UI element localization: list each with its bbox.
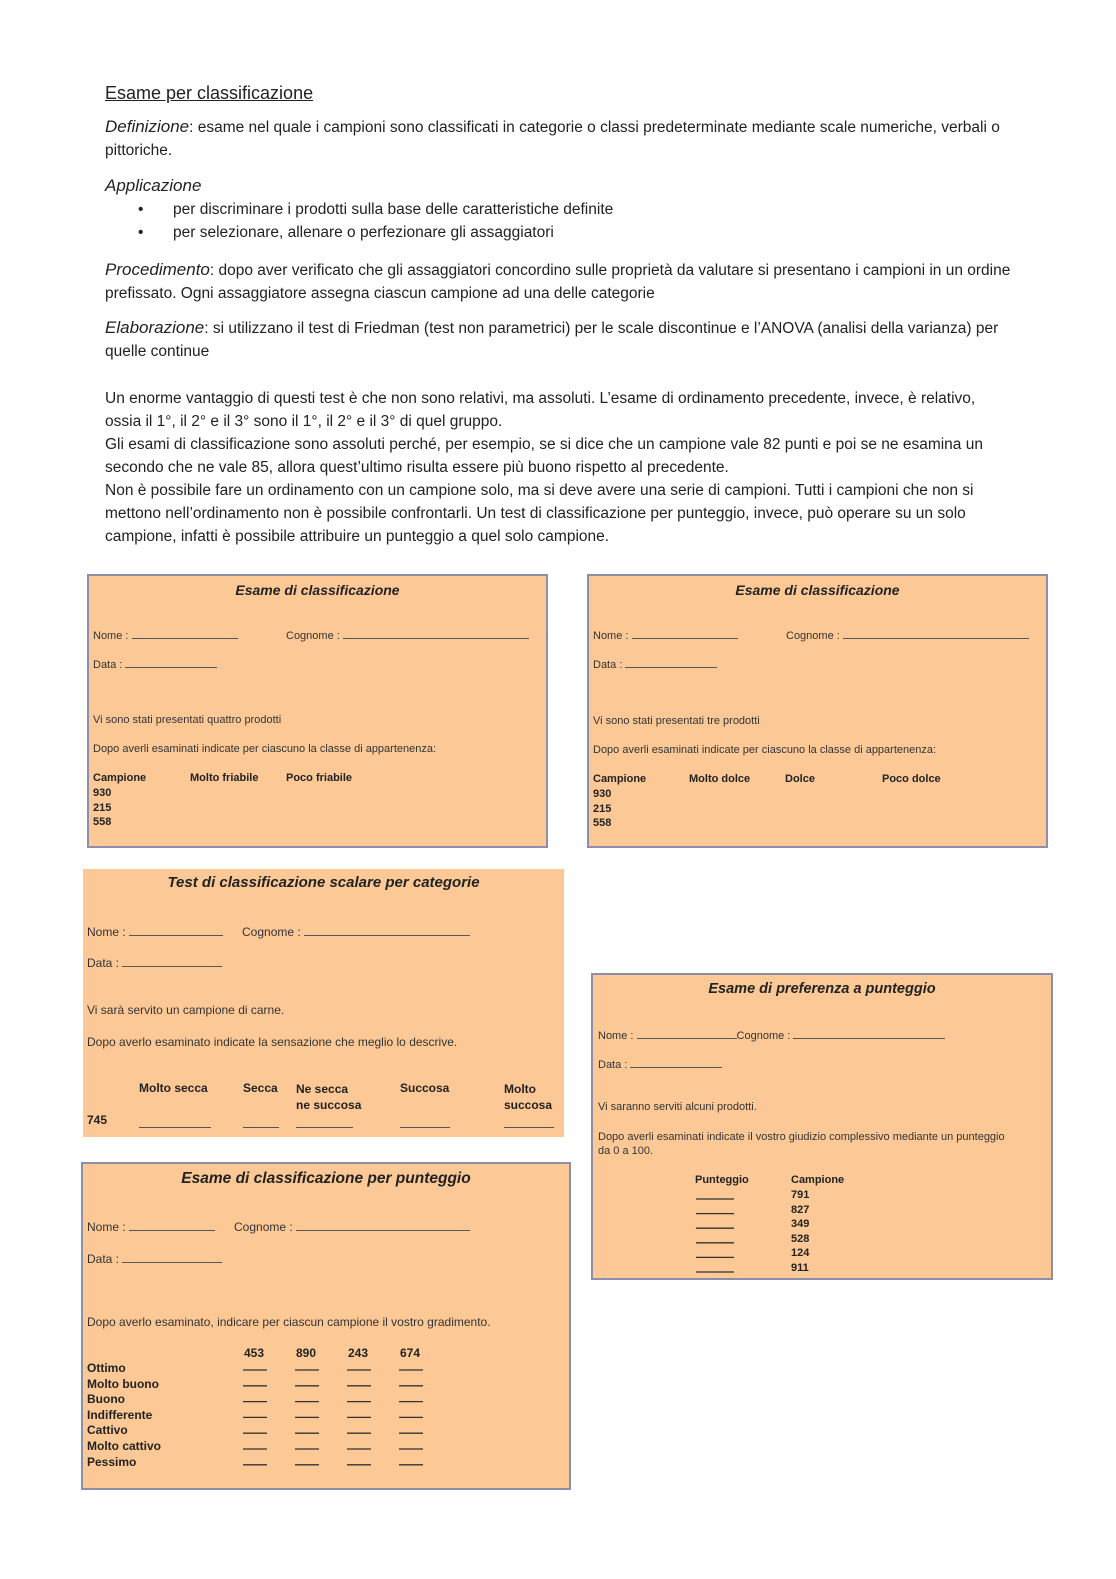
application [105, 174, 1015, 244]
score-fields[interactable] [695, 1189, 737, 1279]
procedure [105, 258, 1015, 305]
data-label: Data : [93, 659, 123, 671]
sample-code: 349 [791, 1218, 810, 1231]
sample-code: 791 [791, 1189, 810, 1201]
sample-code: 558 [593, 817, 612, 829]
form-classificazione-dolce [587, 574, 1048, 848]
data-field[interactable] [125, 657, 217, 668]
column-header: Molto dolce [689, 773, 751, 785]
definition [105, 115, 1015, 162]
sample-code: 745 [87, 1113, 108, 1127]
elaboration [105, 316, 1015, 363]
sample-code: 528 [791, 1232, 810, 1245]
sample-code: 930 [93, 787, 112, 799]
paragraph: Non è possibile fare un ordinamento con un campione solo, ma si deve avere una serie di campioni. Tutti i campioni che non si mettono nell’ordinamento non è possibile confrontarli. Un test di classificazione per punteggio, invece, può operare su un solo campione, infatti è possibile attribuire un punteggio a quel solo campione. [105, 482, 974, 545]
sample-code: 215 [593, 802, 612, 815]
paragraph: Gli esami di classificazione sono assoluti perché, per esempio, se si dice che un campione vale 82 punti e poi se ne esamina un secondo che ne vale 85, allora quest’ultimo risulta essere più buono rispetto al precedente. [105, 436, 983, 476]
answer-field[interactable] [296, 1117, 353, 1128]
column-header: Molto succosa [504, 1082, 553, 1112]
form-title: Esame di classificazione per punteggio [181, 1170, 471, 1187]
form-classificazione-scalare [83, 869, 564, 1137]
form-title: Esame di preferenza a punteggio [708, 981, 936, 997]
scale-label: Cattivo [87, 1423, 128, 1438]
form-instructions: Dopo averli esaminati indicate per ciascuno la classe di appartenenza: [93, 743, 437, 755]
answer-field[interactable] [504, 1117, 554, 1128]
column-header: Campione [791, 1174, 845, 1186]
data-field[interactable] [625, 657, 717, 668]
cognome-label: Cognome : [786, 630, 840, 642]
data-label: Data : [87, 956, 120, 970]
column-header: Dolce [785, 773, 815, 785]
scale-label: Molto buono [87, 1376, 159, 1391]
column-header: Succosa [400, 1081, 450, 1095]
form-instructions: Dopo averli esaminati indicate per ciascuno la classe di appartenenza: [593, 744, 937, 756]
scale-label: Pessimo [87, 1454, 137, 1469]
sample-code: 890 [296, 1346, 317, 1360]
page-title: Esame per classificazione [105, 83, 314, 103]
elaboration-text: : si utilizzano il test di Friedman (test non parametrici) per le scale discontinue e l’ANOVA (analisi della varianza) per quelle continue [105, 320, 999, 360]
cognome-field[interactable] [296, 1220, 470, 1231]
cognome-label: Cognome : [234, 1220, 293, 1234]
body-paragraphs [105, 387, 1015, 548]
nome-field[interactable] [637, 1028, 737, 1039]
definition-label: Definizione [105, 117, 190, 136]
cognome-label: Cognome : [286, 630, 340, 642]
procedure-text: : dopo aver verificato che gli assaggiatori concordino sulle proprietà da valutare si presentano i campioni in un ordine prefissato. Ogni assaggiatore assegna ciascun campione ad una delle categorie [105, 262, 1011, 302]
sample-code: 930 [593, 788, 612, 800]
data-field[interactable] [122, 956, 222, 967]
sample-code: 674 [400, 1346, 421, 1360]
form-classificazione-punteggio [81, 1162, 571, 1490]
nome-field[interactable] [129, 1220, 215, 1231]
column-header: Ne secca ne succosa [296, 1082, 362, 1112]
form-classificazione-friabile [87, 574, 548, 848]
form-intro: Vi sarà servito un campione di carne. [87, 1003, 285, 1017]
column-header: Molto friabile [190, 772, 259, 784]
nome-field[interactable] [632, 628, 738, 639]
list-item: • per discriminare i prodotti sulla base delle caratteristiche definite [105, 198, 1015, 221]
application-list [105, 198, 1015, 244]
application-label: Applicazione [105, 176, 202, 195]
column-header: Secca [243, 1081, 278, 1095]
scale-label: Buono [87, 1392, 125, 1407]
form-instructions: Dopo averlo esaminato indicate la sensazione che meglio lo descrive. [87, 1035, 458, 1049]
nome-label: Nome : [93, 630, 129, 642]
procedure-label: Procedimento [105, 260, 210, 279]
column-header: Punteggio [695, 1174, 749, 1186]
answer-field[interactable] [139, 1117, 211, 1128]
data-label: Data : [598, 1059, 628, 1071]
column-header: Poco dolce [882, 773, 941, 785]
scale-list [87, 1361, 161, 1470]
nome-field[interactable] [132, 628, 238, 639]
nome-label: Nome : [87, 1220, 126, 1234]
scale-label: Ottimo [87, 1361, 126, 1375]
cognome-label: Cognome : [736, 1030, 791, 1042]
data-field[interactable] [630, 1057, 722, 1068]
definition-text: : esame nel quale i campioni sono classificati in categorie o classi predeterminate mediante scale numeriche, verbali o pittoriche. [105, 119, 1000, 159]
column-header: Poco friabile [286, 772, 353, 784]
nome-label: Nome : [593, 630, 629, 642]
sample-code: 453 [244, 1346, 265, 1360]
form-title: Test di classificazione scalare per categorie [167, 874, 480, 891]
cognome-field[interactable] [304, 925, 470, 936]
form-instructions: Dopo averli esaminati indicate il vostro giudizio complessivo mediante un punteggio da 0 a 100. [598, 1131, 1005, 1157]
nome-field[interactable] [129, 925, 223, 936]
sample-code: 911 [791, 1261, 809, 1274]
scale-label: Molto cattivo [87, 1438, 161, 1453]
form-intro: Vi sono stati presentati quattro prodotti [93, 714, 282, 726]
form-instructions: Dopo averlo esaminato, indicare per ciascun campione il vostro gradimento. [87, 1315, 491, 1329]
form-title: Esame di classificazione [735, 582, 900, 598]
data-label: Data : [87, 1252, 120, 1266]
paragraph: Un enorme vantaggio di questi test è che non sono relativi, ma assoluti. L’esame di ordinamento precedente, invece, è relativo, ossia il 1°, il 2° e il 3° sono il 1°, il 2° e il 3° di quel gruppo. [105, 390, 976, 430]
rating-grid[interactable] [241, 1364, 431, 1476]
list-item: • per selezionare, allenare o perfezionare gli assaggiatori [105, 221, 1015, 244]
form-title: Esame di classificazione [235, 582, 400, 598]
column-header: Campione [93, 772, 147, 784]
form-preferenza-punteggio [591, 973, 1053, 1280]
cognome-label: Cognome : [242, 925, 301, 939]
data-label: Data : [593, 659, 623, 671]
sample-code: 124 [791, 1247, 810, 1260]
column-header: Campione [593, 773, 647, 785]
sample-code: 827 [791, 1203, 810, 1216]
cognome-field[interactable] [343, 628, 529, 639]
answer-field[interactable] [400, 1117, 450, 1128]
form-intro: Vi sono stati presentati tre prodotti [593, 715, 760, 727]
form-intro: Vi saranno serviti alcuni prodotti. [598, 1101, 757, 1113]
data-field[interactable] [122, 1252, 222, 1263]
answer-field[interactable] [243, 1117, 279, 1128]
sample-code: 558 [93, 816, 112, 828]
sample-code: 243 [348, 1346, 369, 1360]
sample-code: 215 [93, 801, 112, 814]
scale-label: Indifferente [87, 1407, 153, 1422]
cognome-field[interactable] [843, 628, 1029, 639]
nome-label: Nome : [87, 925, 126, 939]
column-header: Molto secca [139, 1081, 208, 1095]
cognome-field[interactable] [793, 1028, 945, 1039]
nome-label: Nome : [598, 1030, 634, 1042]
elaboration-label: Elaborazione [105, 318, 205, 337]
